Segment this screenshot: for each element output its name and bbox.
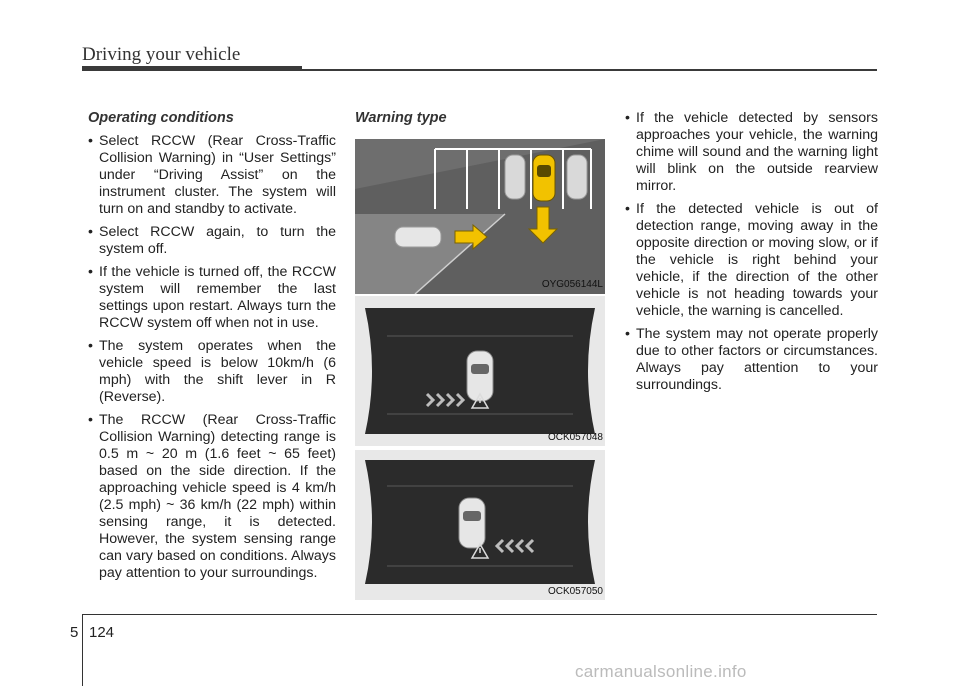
warning-type-heading: Warning type: [355, 110, 447, 126]
list-item: • The system operates when the vehicle speed is below 10km/h (6 mph) with the shift lever in R (Reverse).: [88, 338, 336, 406]
list-item: • Select RCCW again, to turn the system off.: [88, 224, 336, 258]
list-item: • The RCCW (Rear Cross-Traffic Collision Warning) detecting range is 0.5 m ~ 20 m (1.6 feet ~ 65 feet) based on the side direction. If the approaching vehicle speed is 4 km/h (2.5 mph) ~ 36 km/h (22 mph) within sensing range, it is detected. However, the system sensing range can vary based on conditions. Always pay attention to your surroundings.: [88, 412, 336, 582]
cluster-display-icon: [355, 296, 605, 446]
page-header-title: Driving your vehicle: [82, 44, 241, 65]
left-column: [88, 110, 336, 588]
watermark: carmanualsonline.info: [575, 662, 747, 681]
operating-conditions-heading: Operating conditions: [88, 110, 234, 126]
figure-code: OCK057048: [547, 432, 603, 443]
list-item: • If the vehicle detected by sensors approaches your vehicle, the warning chime will sound and the warning light will blink on the outside rearview mirror.: [625, 110, 878, 195]
list-item: • The system may not operate properly due to other factors or circumstances. Always pay attention to your surroundings.: [625, 326, 878, 394]
cluster-display-icon: [355, 450, 605, 600]
list-item: • If the vehicle is turned off, the RCCW system will remember the last settings upon restart. Always turn the RCCW system off when not in use.: [88, 264, 336, 332]
right-column: [625, 110, 878, 400]
figure-code: OCK057050: [547, 586, 603, 597]
cluster-warning-right-illustration: [355, 450, 605, 600]
parking-lot-icon: [355, 139, 605, 294]
list-item: • Select RCCW (Rear Cross-Traffic Collision Warning) in “User Settings” under “Driving Assist” on the instrument cluster. The system will turn on and standby to activate.: [88, 133, 336, 218]
footer-rule-horizontal: [82, 614, 877, 615]
figure-code: OYG056144L: [541, 279, 603, 290]
operating-conditions-list: [88, 133, 336, 582]
footer-rule-vertical: [82, 614, 83, 686]
chapter-number: 5: [70, 624, 79, 641]
parking-lot-illustration: [355, 139, 605, 294]
list-item: • If the detected vehicle is out of detection range, moving away in the opposite direction or moving slow, or if the vehicle is right behind your vehicle, if the direction of the other vehicle is not heading towards your vehicle, the warning is cancelled.: [625, 201, 878, 320]
cluster-warning-left-illustration: [355, 296, 605, 446]
warning-behavior-list: [625, 110, 878, 394]
header-bar: [82, 66, 302, 71]
header-rule: [302, 69, 877, 71]
page-number: 124: [89, 624, 115, 641]
